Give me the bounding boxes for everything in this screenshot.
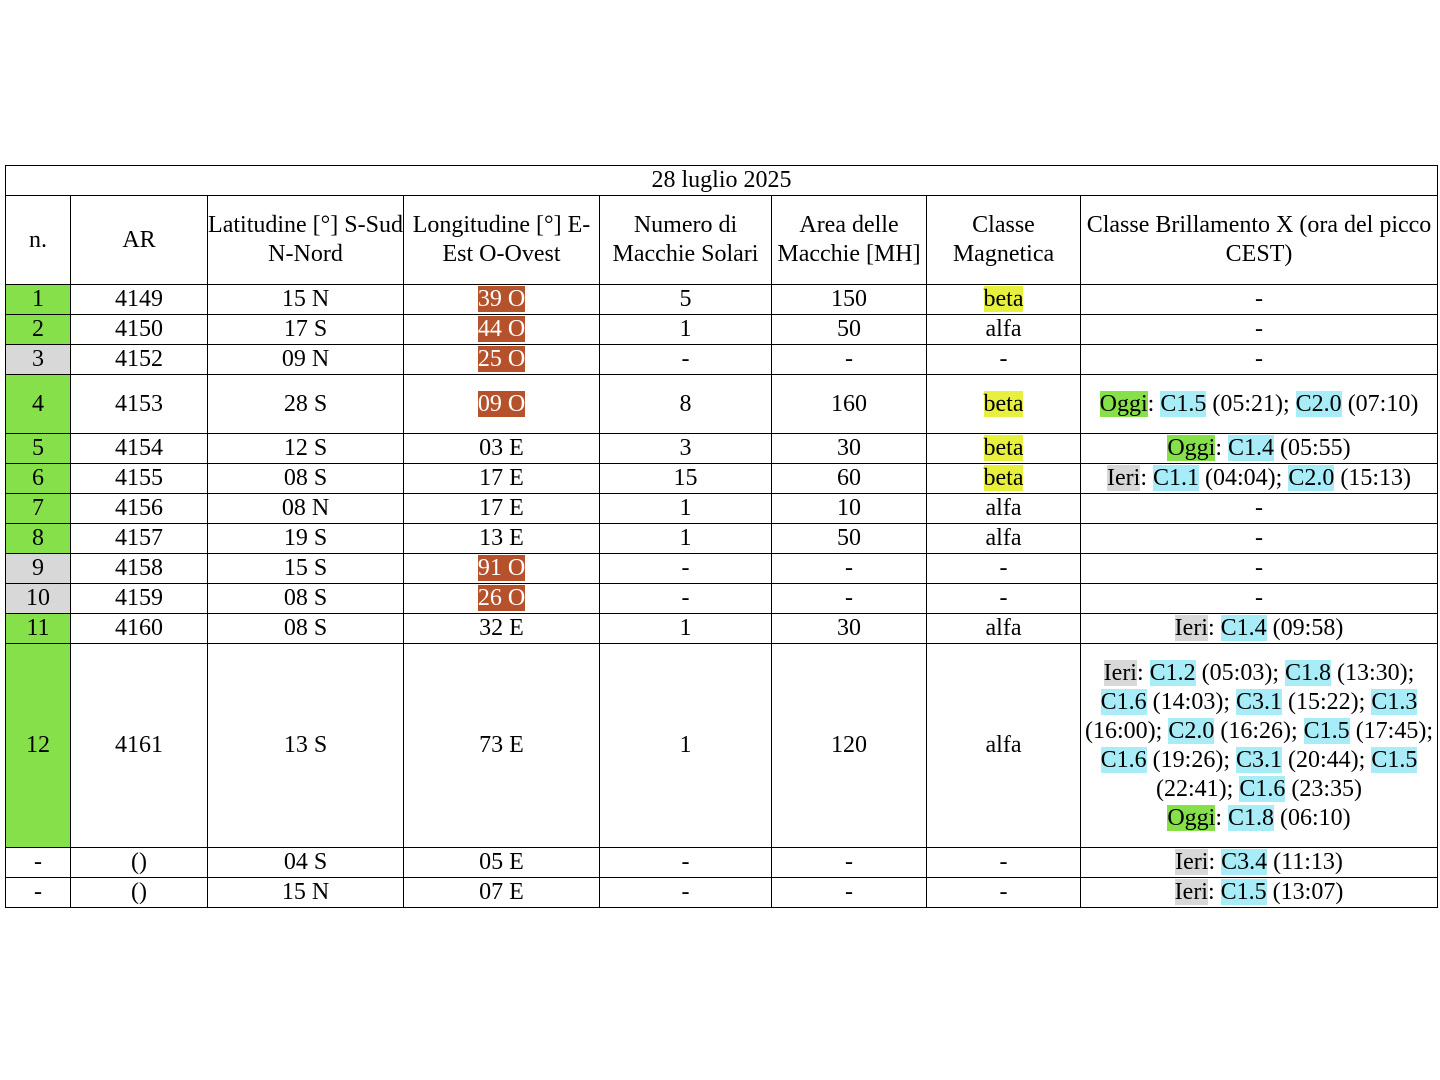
flare-text: : (1147, 390, 1161, 417)
flare-text: (15:13) (1334, 465, 1411, 491)
flare-cell (1081, 584, 1438, 614)
latitude-cell: 15 N (208, 878, 404, 908)
active-region-id: 4159 (71, 584, 208, 614)
sunspot-count-cell: 1 (600, 315, 772, 345)
sunspot-area-cell: 50 (772, 315, 927, 345)
flare-class: C1.6 (1239, 775, 1286, 802)
sunspot-count-cell: 1 (600, 494, 772, 524)
sunspot-count-cell: 1 (600, 614, 772, 644)
longitude-value: 39 O (477, 286, 526, 312)
header-flare-class: Classe Brillamento X (ora del picco CEST) (1081, 196, 1438, 285)
magnetic-class-cell (927, 848, 1081, 878)
table-row (6, 644, 1438, 848)
flare-class: C1.2 (1149, 659, 1196, 686)
magnetic-class-value: beta (983, 465, 1024, 491)
table-row (6, 285, 1438, 315)
latitude-cell: 17 S (208, 315, 404, 345)
sunspot-count-cell: 8 (600, 375, 772, 434)
flare-cell (1081, 524, 1438, 554)
row-number: - (6, 878, 71, 908)
flare-text: - (1255, 286, 1263, 312)
row-number: 7 (6, 494, 71, 524)
flare-cell (1081, 434, 1438, 464)
longitude-cell (404, 524, 600, 554)
flare-text: (04:04); (1199, 465, 1289, 491)
flare-text: (15:22); (1282, 688, 1372, 715)
magnetic-class-cell (927, 584, 1081, 614)
magnetic-class-value: beta (983, 390, 1024, 417)
flare-text: (14:03); (1146, 688, 1236, 715)
header-longitude: Longitudine [°] E-Est O-Ovest (404, 196, 600, 285)
magnetic-class-cell (927, 434, 1081, 464)
flare-class: C3.1 (1236, 688, 1283, 715)
active-region-id: 4154 (71, 434, 208, 464)
latitude-cell: 19 S (208, 524, 404, 554)
flare-text: (20:44); (1282, 746, 1372, 773)
flare-class: C1.8 (1228, 804, 1275, 831)
active-region-id: 4155 (71, 464, 208, 494)
latitude-cell: 08 S (208, 464, 404, 494)
flare-cell (1081, 878, 1438, 908)
day-label-yesterday: Ieri (1103, 659, 1137, 686)
flare-text: (16:26); (1214, 717, 1304, 744)
longitude-value: 17 E (479, 465, 524, 491)
flare-class: C1.6 (1100, 688, 1147, 715)
sunspot-count-cell: - (600, 345, 772, 375)
flare-cell (1081, 375, 1438, 434)
magnetic-class-cell (927, 524, 1081, 554)
longitude-value: 32 E (479, 615, 524, 641)
flare-text: - (1255, 495, 1263, 521)
row-number: 10 (6, 584, 71, 614)
active-region-id: 4156 (71, 494, 208, 524)
flare-class: C1.5 (1371, 746, 1418, 773)
flare-cell (1081, 494, 1438, 524)
table-row (6, 494, 1438, 524)
title-row (6, 166, 1438, 196)
longitude-cell (404, 315, 600, 345)
flare-text: (13:07) (1266, 879, 1344, 905)
flare-class: C1.1 (1152, 465, 1199, 491)
active-region-id: 4149 (71, 285, 208, 315)
longitude-cell (404, 644, 600, 848)
longitude-value: 73 E (479, 732, 524, 758)
flare-class: C3.1 (1236, 746, 1283, 773)
flare-text: (23:35) (1285, 775, 1362, 802)
flare-text: (22:41); (1156, 775, 1240, 802)
longitude-cell (404, 285, 600, 315)
latitude-cell: 09 N (208, 345, 404, 375)
longitude-cell (404, 434, 600, 464)
flare-cell (1081, 614, 1438, 644)
table-row (6, 614, 1438, 644)
sunspot-area-cell: - (772, 878, 927, 908)
table-row (6, 464, 1438, 494)
flare-text: (05:03); (1195, 659, 1285, 686)
latitude-cell: 12 S (208, 434, 404, 464)
longitude-value: 05 E (479, 849, 524, 875)
sunspot-area-cell: - (772, 554, 927, 584)
sunspot-area-cell: 10 (772, 494, 927, 524)
flare-cell (1081, 644, 1438, 848)
header-row (6, 196, 1438, 285)
flare-text: : (1215, 804, 1228, 831)
latitude-cell: 08 S (208, 614, 404, 644)
magnetic-class-cell (927, 644, 1081, 848)
sunspot-area-cell: 30 (772, 614, 927, 644)
magnetic-class-value: - (999, 346, 1008, 372)
longitude-cell (404, 345, 600, 375)
flare-cell (1081, 345, 1438, 375)
flare-text: : (1215, 435, 1228, 461)
active-region-id: 4152 (71, 345, 208, 375)
magnetic-class-value: alfa (985, 732, 1022, 758)
magnetic-class-value: beta (983, 435, 1024, 461)
magnetic-class-value: alfa (985, 495, 1022, 521)
sunspot-area-cell: - (772, 584, 927, 614)
day-label-yesterday: Ieri (1174, 879, 1208, 905)
flare-cell (1081, 315, 1438, 345)
flare-class: C1.4 (1228, 435, 1275, 461)
sunspot-count-cell: 1 (600, 524, 772, 554)
day-label-yesterday: Ieri (1107, 465, 1141, 491)
flare-text: (05:55) (1274, 435, 1351, 461)
flare-text: - (1255, 346, 1263, 372)
table-row (6, 345, 1438, 375)
row-number: - (6, 848, 71, 878)
row-number: 12 (6, 644, 71, 848)
active-region-id: 4157 (71, 524, 208, 554)
magnetic-class-cell (927, 285, 1081, 315)
sunspot-count-cell: 3 (600, 434, 772, 464)
sunspot-area-cell: - (772, 345, 927, 375)
flare-class: C2.0 (1288, 465, 1335, 491)
flare-cell (1081, 848, 1438, 878)
flare-text: (07:10) (1341, 390, 1419, 417)
magnetic-class-cell (927, 345, 1081, 375)
longitude-cell (404, 464, 600, 494)
longitude-value: 44 O (477, 316, 526, 342)
magnetic-class-value: alfa (985, 525, 1022, 551)
magnetic-class-cell (927, 464, 1081, 494)
latitude-cell: 28 S (208, 375, 404, 434)
day-label-yesterday: Ieri (1175, 849, 1209, 875)
table-row (6, 524, 1438, 554)
active-region-id: 4161 (71, 644, 208, 848)
flare-text: : (1140, 465, 1153, 491)
sunspot-count-cell: 5 (600, 285, 772, 315)
flare-text: - (1255, 316, 1263, 342)
table-title: 28 luglio 2025 (6, 166, 1438, 196)
flare-class: C1.3 (1371, 688, 1418, 715)
row-number: 2 (6, 315, 71, 345)
flare-class: C1.4 (1220, 615, 1267, 641)
row-number: 6 (6, 464, 71, 494)
longitude-cell (404, 848, 600, 878)
row-number: 11 (6, 614, 71, 644)
latitude-cell: 13 S (208, 644, 404, 848)
flare-text: : (1208, 849, 1222, 875)
row-number: 5 (6, 434, 71, 464)
day-label-today: Oggi (1167, 435, 1216, 461)
row-number: 4 (6, 375, 71, 434)
longitude-cell (404, 614, 600, 644)
active-region-id: 4158 (71, 554, 208, 584)
magnetic-class-cell (927, 878, 1081, 908)
active-regions-table (5, 165, 1438, 908)
magnetic-class-value: alfa (985, 316, 1022, 342)
flare-text: (06:10) (1274, 804, 1351, 831)
longitude-cell (404, 878, 600, 908)
magnetic-class-cell (927, 494, 1081, 524)
flare-text: - (1255, 555, 1263, 581)
magnetic-class-value: - (999, 849, 1008, 875)
magnetic-class-cell (927, 554, 1081, 584)
flare-class: C1.5 (1303, 717, 1350, 744)
sunspot-area-cell: 60 (772, 464, 927, 494)
latitude-cell: 04 S (208, 848, 404, 878)
flare-class: C3.4 (1221, 849, 1268, 875)
sunspot-count-cell: - (600, 848, 772, 878)
sunspot-area-cell: 30 (772, 434, 927, 464)
row-number: 1 (6, 285, 71, 315)
longitude-value: 25 O (477, 346, 526, 372)
longitude-value: 91 O (477, 555, 526, 581)
table-row (6, 434, 1438, 464)
sunspot-count-cell: - (600, 584, 772, 614)
sunspot-count-cell: - (600, 554, 772, 584)
header-n: n. (6, 196, 71, 285)
magnetic-class-value: beta (983, 286, 1024, 312)
magnetic-class-cell (927, 614, 1081, 644)
table-row (6, 554, 1438, 584)
row-number: 8 (6, 524, 71, 554)
day-label-yesterday: Ieri (1174, 615, 1208, 641)
flare-class: C1.6 (1100, 746, 1147, 773)
longitude-cell (404, 584, 600, 614)
magnetic-class-value: - (999, 585, 1008, 611)
flare-cell (1081, 285, 1438, 315)
flare-text: (19:26); (1146, 746, 1236, 773)
header-sunspot-area: Area delle Macchie [MH] (772, 196, 927, 285)
magnetic-class-cell (927, 375, 1081, 434)
active-region-id: 4153 (71, 375, 208, 434)
flare-text: - (1255, 525, 1263, 551)
flare-class: C2.0 (1168, 717, 1215, 744)
flare-text: : (1207, 879, 1221, 905)
latitude-cell: 08 N (208, 494, 404, 524)
header-sunspot-count: Numero di Macchie Solari (600, 196, 772, 285)
flare-text: : (1136, 659, 1150, 686)
sunspot-count-cell: - (600, 878, 772, 908)
sunspot-area-cell: 50 (772, 524, 927, 554)
longitude-value: 17 E (479, 495, 524, 521)
latitude-cell: 15 N (208, 285, 404, 315)
longitude-value: 09 O (477, 390, 526, 417)
magnetic-class-cell (927, 315, 1081, 345)
flare-class: C1.8 (1285, 659, 1332, 686)
table-body (6, 285, 1438, 908)
sunspot-area-cell: 120 (772, 644, 927, 848)
flare-text: (17:45); (1349, 717, 1434, 744)
flare-text: (11:13) (1267, 849, 1343, 875)
longitude-cell (404, 554, 600, 584)
table-row (6, 878, 1438, 908)
magnetic-class-value: - (999, 555, 1008, 581)
header-magnetic-class: Classe Magnetica (927, 196, 1081, 285)
magnetic-class-value: alfa (985, 615, 1022, 641)
day-label-today: Oggi (1167, 804, 1216, 831)
flare-text: (16:00); (1085, 717, 1169, 744)
longitude-cell (404, 375, 600, 434)
sunspot-area-cell: 160 (772, 375, 927, 434)
sunspot-count-cell: 1 (600, 644, 772, 848)
flare-text: - (1255, 585, 1263, 611)
flare-cell (1081, 464, 1438, 494)
longitude-cell (404, 494, 600, 524)
latitude-cell: 08 S (208, 584, 404, 614)
table-row (6, 584, 1438, 614)
magnetic-class-value: - (999, 879, 1008, 905)
sunspot-area-cell: 150 (772, 285, 927, 315)
active-region-id: () (71, 848, 208, 878)
flare-text: : (1207, 615, 1221, 641)
flare-cell (1081, 554, 1438, 584)
active-region-id: 4150 (71, 315, 208, 345)
row-number: 3 (6, 345, 71, 375)
header-latitude: Latitudine [°] S-Sud N-Nord (208, 196, 404, 285)
active-region-id: () (71, 878, 208, 908)
flare-class: C1.5 (1220, 879, 1267, 905)
active-region-id: 4160 (71, 614, 208, 644)
day-label-today: Oggi (1099, 390, 1148, 417)
flare-class: C1.5 (1160, 390, 1207, 417)
row-number: 9 (6, 554, 71, 584)
header-ar: AR (71, 196, 208, 285)
flare-class: C2.0 (1295, 390, 1342, 417)
table-row (6, 375, 1438, 434)
table-row (6, 848, 1438, 878)
flare-text: (13:30); (1331, 659, 1415, 686)
longitude-value: 03 E (479, 435, 524, 461)
flare-text: (09:58) (1266, 615, 1344, 641)
table-row (6, 315, 1438, 345)
sunspot-count-cell: 15 (600, 464, 772, 494)
latitude-cell: 15 S (208, 554, 404, 584)
longitude-value: 26 O (477, 585, 526, 611)
longitude-value: 07 E (479, 879, 524, 905)
sunspot-area-cell: - (772, 848, 927, 878)
longitude-value: 13 E (479, 525, 524, 551)
flare-text: (05:21); (1206, 390, 1296, 417)
